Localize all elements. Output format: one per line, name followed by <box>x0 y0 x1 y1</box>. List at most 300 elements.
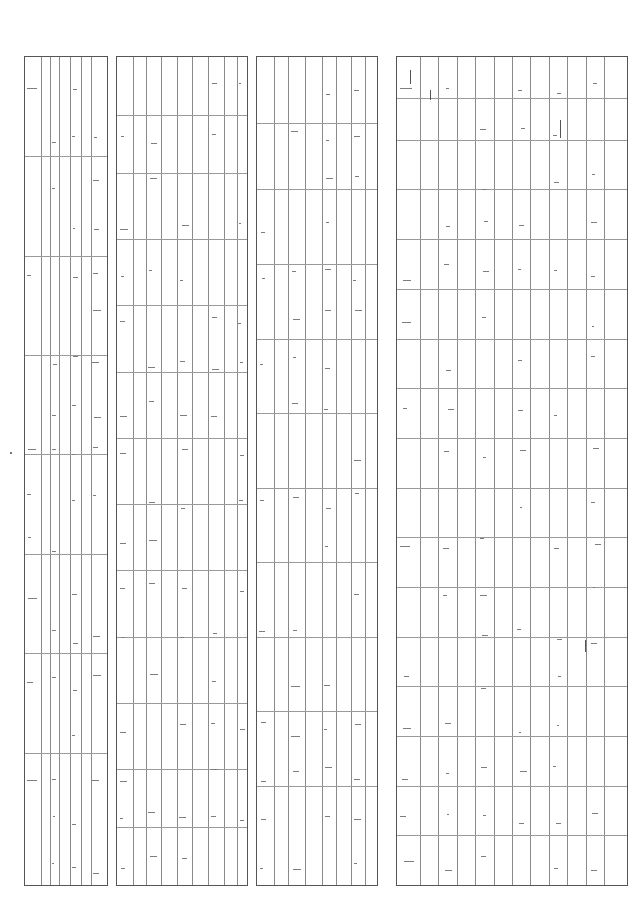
table-row-rule <box>257 413 377 414</box>
illegible-cell-text <box>517 629 521 630</box>
illegible-cell-text <box>483 457 486 458</box>
illegible-cell-text <box>402 322 411 323</box>
illegible-cell-text <box>73 228 76 229</box>
illegible-cell-text <box>73 690 77 691</box>
table-column-rule <box>224 57 225 885</box>
illegible-cell-text <box>211 416 217 417</box>
illegible-cell-text <box>73 89 77 90</box>
illegible-cell-text <box>554 270 557 271</box>
illegible-cell-text <box>120 453 125 454</box>
illegible-cell-text <box>72 405 76 406</box>
illegible-cell-text <box>52 188 56 189</box>
illegible-cell-text <box>400 816 406 817</box>
table-row-rule <box>397 438 627 439</box>
illegible-cell-text <box>72 594 77 595</box>
illegible-cell-text <box>293 630 297 631</box>
illegible-cell-text <box>52 863 54 864</box>
table-row-rule <box>397 98 627 99</box>
table-column-rule <box>81 57 82 885</box>
illegible-cell-text <box>120 818 124 819</box>
table-row-rule <box>25 355 107 356</box>
illegible-cell-text <box>293 771 299 772</box>
illegible-cell-text <box>121 276 124 277</box>
illegible-cell-text <box>446 88 450 89</box>
illegible-cell-text <box>73 277 78 278</box>
illegible-cell-text <box>120 588 125 589</box>
illegible-cell-text <box>593 587 595 588</box>
illegible-cell-text <box>553 766 556 767</box>
illegible-cell-text <box>93 447 98 448</box>
illegible-cell-text <box>180 280 183 281</box>
table-row-rule <box>257 339 377 340</box>
ink-mark <box>410 70 411 84</box>
illegible-cell-text <box>595 544 601 545</box>
illegible-cell-text <box>591 222 597 223</box>
illegible-cell-text <box>259 631 264 632</box>
illegible-cell-text <box>591 276 595 277</box>
illegible-cell-text <box>481 856 485 857</box>
illegible-cell-text <box>93 273 98 274</box>
table-column-rule <box>438 57 439 885</box>
illegible-cell-text <box>27 88 37 89</box>
illegible-cell-text <box>261 232 265 233</box>
illegible-cell-text <box>482 189 486 190</box>
illegible-cell-text <box>261 819 265 820</box>
illegible-cell-text <box>291 131 299 132</box>
table-row-rule <box>397 289 627 290</box>
table-row-rule <box>257 786 377 787</box>
illegible-cell-text <box>354 136 360 137</box>
illegible-cell-text <box>53 816 55 817</box>
illegible-cell-text <box>446 370 451 371</box>
table-column-rule <box>365 57 366 885</box>
illegible-cell-text <box>181 508 184 509</box>
table-row-rule <box>397 537 627 538</box>
illegible-cell-text <box>445 723 451 724</box>
table-row-rule <box>25 156 107 157</box>
table-column-rule <box>91 57 92 885</box>
illegible-cell-text <box>260 500 264 501</box>
illegible-cell-text <box>121 637 126 638</box>
table-row-rule <box>257 488 377 489</box>
illegible-cell-text <box>94 417 101 418</box>
illegible-cell-text <box>557 93 560 94</box>
table-row-rule <box>257 123 377 124</box>
illegible-cell-text <box>182 858 187 859</box>
illegible-cell-text <box>403 408 407 409</box>
illegible-cell-text <box>448 409 455 410</box>
illegible-cell-text <box>447 814 449 815</box>
table-row-rule <box>397 637 627 638</box>
table-row-rule <box>257 189 377 190</box>
table-row-rule <box>397 835 627 836</box>
illegible-cell-text <box>400 88 412 89</box>
illegible-cell-text <box>518 90 522 91</box>
illegible-cell-text <box>354 779 360 780</box>
illegible-cell-text <box>325 546 328 547</box>
illegible-cell-text <box>480 538 483 539</box>
table-column-rule <box>322 57 323 885</box>
illegible-cell-text <box>325 269 331 270</box>
table-column-rule <box>586 57 587 885</box>
illegible-cell-text <box>94 137 97 138</box>
table-column-rule <box>192 57 193 885</box>
illegible-cell-text <box>211 816 216 817</box>
table-column-rule <box>177 57 178 885</box>
illegible-cell-text <box>182 449 189 450</box>
table-row-rule <box>397 388 627 389</box>
illegible-cell-text <box>403 728 411 729</box>
illegible-cell-text <box>404 861 414 862</box>
illegible-cell-text <box>179 817 186 818</box>
illegible-cell-text <box>120 229 128 230</box>
illegible-cell-text <box>592 813 598 814</box>
table-row-rule <box>117 570 247 571</box>
illegible-cell-text <box>325 310 331 311</box>
illegible-cell-text <box>558 676 561 677</box>
table-column-rule <box>549 57 550 885</box>
illegible-cell-text <box>150 856 157 857</box>
illegible-cell-text <box>72 824 76 825</box>
illegible-cell-text <box>149 270 152 271</box>
illegible-cell-text <box>443 548 449 549</box>
illegible-cell-text <box>484 221 489 222</box>
illegible-cell-text <box>592 174 595 175</box>
illegible-cell-text <box>72 136 75 137</box>
table-row-rule <box>25 454 107 455</box>
table-row-rule <box>257 637 377 638</box>
illegible-cell-text <box>521 128 526 129</box>
illegible-cell-text <box>239 83 241 84</box>
illegible-cell-text <box>240 820 244 821</box>
illegible-cell-text <box>150 674 158 675</box>
illegible-cell-text <box>480 129 486 130</box>
illegible-cell-text <box>27 494 30 495</box>
illegible-cell-text <box>592 326 595 327</box>
illegible-cell-text <box>354 460 361 461</box>
table-column-rule <box>475 57 476 885</box>
illegible-cell-text <box>180 415 187 416</box>
illegible-cell-text <box>446 773 449 774</box>
illegible-cell-text <box>518 269 521 270</box>
table-row-rule <box>117 372 247 373</box>
table-row-rule <box>25 256 107 257</box>
illegible-cell-text <box>355 310 362 311</box>
illegible-cell-text <box>72 500 75 501</box>
illegible-cell-text <box>212 369 219 370</box>
illegible-cell-text <box>52 551 56 552</box>
illegible-cell-text <box>324 409 328 410</box>
illegible-cell-text <box>292 271 296 272</box>
table-row-rule <box>397 736 627 737</box>
illegible-cell-text <box>120 416 127 417</box>
table-row-rule <box>397 488 627 489</box>
table-row-rule <box>397 786 627 787</box>
table-column-rule <box>604 57 605 885</box>
table-row-rule <box>25 753 107 754</box>
illegible-cell-text <box>52 677 56 678</box>
table-row-rule <box>257 711 377 712</box>
illegible-cell-text <box>593 83 597 84</box>
illegible-cell-text <box>554 548 559 549</box>
table-column-rule <box>494 57 495 885</box>
illegible-cell-text <box>292 403 299 404</box>
illegible-cell-text <box>519 225 523 226</box>
illegible-cell-text <box>73 356 77 357</box>
illegible-cell-text <box>554 868 558 869</box>
illegible-cell-text <box>212 681 217 682</box>
illegible-cell-text <box>27 780 37 781</box>
table-row-rule <box>397 239 627 240</box>
table-column-rule <box>133 57 134 885</box>
table-row-rule <box>117 173 247 174</box>
illegible-cell-text <box>293 869 301 870</box>
illegible-cell-text <box>180 637 184 638</box>
table-column-rule <box>59 57 60 885</box>
ink-mark <box>430 90 431 100</box>
illegible-cell-text <box>240 591 244 592</box>
illegible-cell-text <box>149 583 155 584</box>
illegible-cell-text <box>591 643 597 644</box>
illegible-cell-text <box>93 310 101 311</box>
page-mark <box>10 452 12 454</box>
illegible-cell-text <box>28 598 37 599</box>
illegible-cell-text <box>213 633 218 634</box>
illegible-cell-text <box>239 500 243 501</box>
table-row-rule <box>397 189 627 190</box>
illegible-cell-text <box>445 870 451 871</box>
illegible-cell-text <box>325 368 330 369</box>
illegible-cell-text <box>93 675 101 676</box>
illegible-cell-text <box>554 182 560 183</box>
illegible-cell-text <box>73 643 78 644</box>
illegible-cell-text <box>291 736 300 737</box>
illegible-cell-text <box>355 724 361 725</box>
illegible-cell-text <box>72 735 75 736</box>
illegible-cell-text <box>482 635 488 636</box>
table-column-rule <box>336 57 337 885</box>
illegible-cell-text <box>121 136 124 137</box>
illegible-cell-text <box>151 143 158 144</box>
table-row-rule <box>117 827 247 828</box>
illegible-cell-text <box>400 546 410 547</box>
table-column-rule <box>161 57 162 885</box>
illegible-cell-text <box>239 223 241 224</box>
illegible-cell-text <box>94 229 100 230</box>
illegible-cell-text <box>355 493 359 494</box>
illegible-cell-text <box>240 455 245 456</box>
illegible-cell-text <box>293 319 300 320</box>
table-row-rule <box>117 305 247 306</box>
illegible-cell-text <box>326 222 328 223</box>
illegible-cell-text <box>591 502 595 503</box>
illegible-cell-text <box>93 873 99 874</box>
illegible-cell-text <box>52 449 56 450</box>
illegible-cell-text <box>557 639 562 640</box>
illegible-cell-text <box>324 685 330 686</box>
table-row-rule <box>117 438 247 439</box>
table-block-1 <box>24 56 108 886</box>
illegible-cell-text <box>291 686 300 687</box>
illegible-cell-text <box>27 682 33 683</box>
illegible-cell-text <box>325 816 330 817</box>
table-row-rule <box>257 264 377 265</box>
table-block-2 <box>116 56 248 886</box>
illegible-cell-text <box>182 225 190 226</box>
illegible-cell-text <box>52 415 57 416</box>
table-column-rule <box>420 57 421 885</box>
illegible-cell-text <box>53 364 58 365</box>
illegible-cell-text <box>93 180 99 181</box>
ink-mark <box>585 640 586 652</box>
illegible-cell-text <box>180 361 185 362</box>
illegible-cell-text <box>519 823 524 824</box>
illegible-cell-text <box>149 502 155 503</box>
illegible-cell-text <box>404 676 409 677</box>
table-column-rule <box>567 57 568 885</box>
table-column-rule <box>274 57 275 885</box>
illegible-cell-text <box>120 781 127 782</box>
table-block-4 <box>396 56 628 886</box>
illegible-cell-text <box>72 454 75 455</box>
table-row-rule <box>117 769 247 770</box>
illegible-cell-text <box>591 356 595 357</box>
table-row-rule <box>25 554 107 555</box>
illegible-cell-text <box>483 271 489 272</box>
illegible-cell-text <box>402 779 408 780</box>
illegible-cell-text <box>520 771 527 772</box>
table-column-rule <box>237 57 238 885</box>
illegible-cell-text <box>212 134 216 135</box>
illegible-cell-text <box>556 823 561 824</box>
illegible-cell-text <box>483 815 487 816</box>
illegible-cell-text <box>182 588 187 589</box>
illegible-cell-text <box>553 135 557 136</box>
illegible-cell-text <box>240 729 245 730</box>
table-row-rule <box>397 686 627 687</box>
ink-mark <box>560 120 561 138</box>
illegible-cell-text <box>481 767 486 768</box>
illegible-cell-text <box>480 595 486 596</box>
illegible-cell-text <box>212 317 217 318</box>
illegible-cell-text <box>261 781 267 782</box>
illegible-cell-text <box>518 410 523 411</box>
illegible-cell-text <box>355 176 358 177</box>
illegible-cell-text <box>180 724 186 725</box>
table-row-rule <box>25 653 107 654</box>
illegible-cell-text <box>261 722 265 723</box>
illegible-cell-text <box>591 870 597 871</box>
illegible-cell-text <box>149 401 154 402</box>
illegible-cell-text <box>554 415 557 416</box>
illegible-cell-text <box>93 636 100 637</box>
table-column-rule <box>457 57 458 885</box>
illegible-cell-text <box>326 178 333 179</box>
table-block-3 <box>256 56 378 886</box>
table-row-rule <box>117 115 247 116</box>
illegible-cell-text <box>212 83 217 84</box>
illegible-cell-text <box>52 630 56 631</box>
illegible-cell-text <box>519 732 522 733</box>
illegible-cell-text <box>72 867 76 868</box>
table-column-rule <box>208 57 209 885</box>
illegible-cell-text <box>518 360 522 361</box>
illegible-cell-text <box>354 90 359 91</box>
illegible-cell-text <box>28 449 36 450</box>
table-row-rule <box>257 562 377 563</box>
illegible-cell-text <box>211 723 215 724</box>
illegible-cell-text <box>150 178 156 179</box>
illegible-cell-text <box>353 280 355 281</box>
illegible-cell-text <box>481 688 486 689</box>
illegible-cell-text <box>52 142 56 143</box>
illegible-cell-text <box>443 595 447 596</box>
table-column-rule <box>530 57 531 885</box>
table-row-rule <box>117 504 247 505</box>
table-column-rule <box>512 57 513 885</box>
illegible-cell-text <box>520 450 526 451</box>
illegible-cell-text <box>325 767 332 768</box>
table-column-rule <box>305 57 306 885</box>
table-column-rule <box>146 57 147 885</box>
illegible-cell-text <box>148 812 155 813</box>
illegible-cell-text <box>148 367 155 368</box>
illegible-cell-text <box>293 357 296 358</box>
illegible-cell-text <box>28 537 32 538</box>
table-row-rule <box>117 239 247 240</box>
illegible-cell-text <box>354 594 359 595</box>
illegible-cell-text <box>120 321 125 322</box>
illegible-cell-text <box>260 364 263 365</box>
table-row-rule <box>397 140 627 141</box>
illegible-cell-text <box>52 779 56 780</box>
illegible-cell-text <box>482 317 487 318</box>
illegible-cell-text <box>324 729 327 730</box>
illegible-cell-text <box>211 769 218 770</box>
illegible-cell-text <box>93 495 96 496</box>
illegible-cell-text <box>520 507 522 508</box>
table-row-rule <box>397 339 627 340</box>
table-row-rule <box>117 703 247 704</box>
illegible-cell-text <box>326 140 329 141</box>
illegible-cell-text <box>121 868 125 869</box>
illegible-cell-text <box>444 451 449 452</box>
table-column-rule <box>351 57 352 885</box>
illegible-cell-text <box>240 362 243 363</box>
illegible-cell-text <box>260 868 263 869</box>
table-column-rule <box>70 57 71 885</box>
illegible-cell-text <box>149 540 157 541</box>
illegible-cell-text <box>354 819 361 820</box>
illegible-cell-text <box>120 732 127 733</box>
illegible-cell-text <box>262 278 265 279</box>
illegible-cell-text <box>326 508 331 509</box>
illegible-cell-text <box>27 275 32 276</box>
illegible-cell-text <box>557 725 560 726</box>
illegible-cell-text <box>92 780 99 781</box>
illegible-cell-text <box>354 863 357 864</box>
illegible-cell-text <box>444 264 449 265</box>
table-column-rule <box>50 57 51 885</box>
illegible-cell-text <box>293 497 299 498</box>
table-column-rule <box>41 57 42 885</box>
table-column-rule <box>288 57 289 885</box>
illegible-cell-text <box>403 280 411 281</box>
illegible-cell-text <box>593 448 599 449</box>
illegible-cell-text <box>326 94 330 95</box>
illegible-cell-text <box>446 226 450 227</box>
illegible-cell-text <box>120 543 126 544</box>
